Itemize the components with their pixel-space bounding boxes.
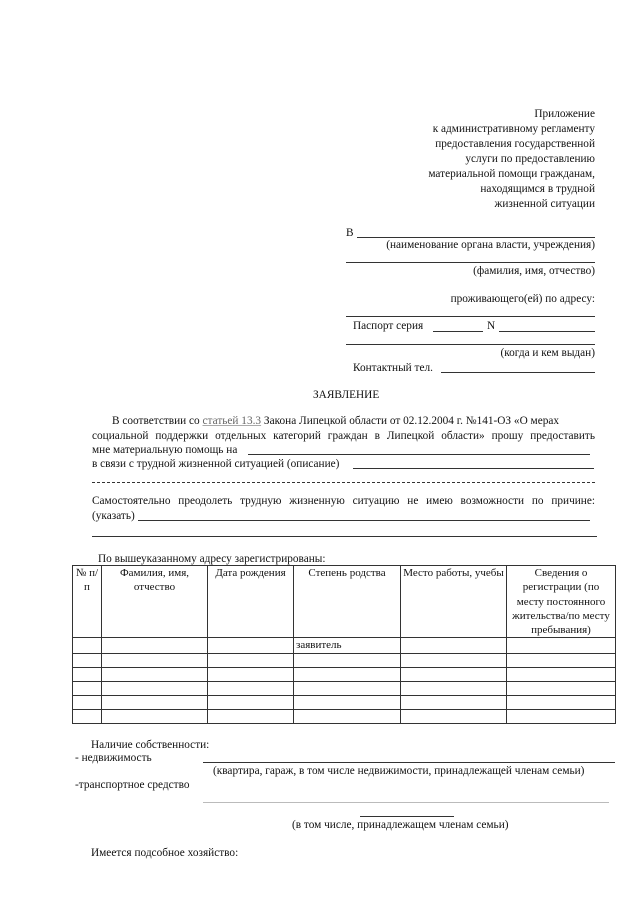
issued-caption: (когда и кем выдан) bbox=[500, 347, 595, 359]
paragraph-2-line-1: Самостоятельно преодолеть трудную жизненную ситуацию не имею возможности по причине: bbox=[92, 495, 595, 507]
passport-series-field[interactable] bbox=[433, 331, 483, 332]
table-cell[interactable] bbox=[102, 709, 208, 723]
col-work-study: Место работы, учебы bbox=[401, 566, 507, 638]
table-cell[interactable] bbox=[507, 695, 616, 709]
registered-label: По вышеуказанному адресу зарегистрированы: bbox=[98, 553, 326, 565]
table-cell[interactable] bbox=[294, 667, 401, 681]
paragraph-1-line-4: в связи с трудной жизненной ситуацией (описание) bbox=[92, 458, 340, 470]
p1-start: В соответствии со bbox=[112, 415, 200, 427]
address-label: проживающего(ей) по адресу: bbox=[450, 293, 595, 305]
table-cell[interactable] bbox=[73, 681, 102, 695]
farm-label: Имеется подсобное хозяйство: bbox=[91, 847, 239, 859]
col-number: № п/п bbox=[73, 566, 102, 638]
vehicle-field-short[interactable] bbox=[360, 816, 454, 817]
document-title: ЗАЯВЛЕНИЕ bbox=[313, 389, 380, 401]
table-header-row bbox=[73, 566, 616, 638]
table-cell[interactable] bbox=[73, 638, 102, 653]
annex-line-6: находящимся в трудной bbox=[480, 183, 595, 195]
table-cell[interactable] bbox=[507, 638, 616, 653]
table-row bbox=[73, 709, 616, 723]
vehicle-label: -транспортное средство bbox=[75, 779, 190, 791]
property-label: Наличие собственности: bbox=[91, 739, 210, 751]
table-cell[interactable] bbox=[102, 667, 208, 681]
table-cell[interactable] bbox=[73, 695, 102, 709]
to-prefix: В bbox=[346, 227, 354, 239]
address-field[interactable] bbox=[346, 316, 595, 317]
table-cell[interactable] bbox=[102, 653, 208, 667]
paragraph-1-line-2: социальной поддержки отдельных категорий граждан в Липецкой области» прошу предоставить bbox=[92, 430, 595, 442]
table-cell[interactable] bbox=[208, 681, 294, 695]
table-cell[interactable] bbox=[294, 653, 401, 667]
table-cell[interactable] bbox=[208, 638, 294, 653]
table-cell[interactable] bbox=[208, 653, 294, 667]
annex-line-7: жизненной ситуации bbox=[494, 198, 595, 210]
law-article-link[interactable]: статьей 13.3 bbox=[202, 415, 262, 427]
annex-line-5: материальной помощи гражданам, bbox=[428, 168, 595, 180]
table-cell[interactable] bbox=[401, 667, 507, 681]
table-cell[interactable] bbox=[73, 667, 102, 681]
table-cell[interactable] bbox=[401, 638, 507, 653]
table-row bbox=[73, 638, 616, 653]
table-cell[interactable] bbox=[401, 681, 507, 695]
paragraph-1-line-1 bbox=[112, 414, 595, 429]
p1-rest: Закона Липецкой области от 02.12.2004 г. №141-ОЗ «О мерах bbox=[263, 415, 560, 427]
passport-number-field[interactable] bbox=[499, 331, 595, 332]
annex-line-1: Приложение bbox=[534, 108, 595, 120]
table-cell[interactable] bbox=[73, 709, 102, 723]
situation-description-field[interactable] bbox=[353, 468, 594, 469]
table-cell[interactable] bbox=[401, 709, 507, 723]
table-cell[interactable] bbox=[294, 695, 401, 709]
org-caption: (наименование органа власти, учреждения) bbox=[386, 239, 595, 251]
table-cell[interactable] bbox=[507, 653, 616, 667]
realty-caption: (квартира, гараж, в том числе недвижимости, принадлежащей членам семьи) bbox=[213, 765, 585, 777]
reason-line-2[interactable] bbox=[92, 536, 597, 537]
table-cell[interactable] bbox=[208, 667, 294, 681]
col-birth-date: Дата рождения bbox=[208, 566, 294, 638]
table-cell[interactable] bbox=[294, 681, 401, 695]
realty-label: - недвижимость bbox=[75, 752, 152, 764]
reason-field[interactable] bbox=[138, 520, 590, 521]
passport-n-label: N bbox=[487, 320, 496, 332]
issued-field[interactable] bbox=[346, 344, 595, 345]
vehicle-caption: (в том числе, принадлежащем членам семьи) bbox=[292, 819, 509, 831]
phone-field[interactable] bbox=[441, 372, 595, 373]
table-cell[interactable] bbox=[102, 638, 208, 653]
registered-persons-table bbox=[72, 565, 616, 724]
table-cell[interactable] bbox=[208, 709, 294, 723]
table-row bbox=[73, 681, 616, 695]
table-cell[interactable]: заявитель bbox=[294, 638, 401, 653]
description-line-2[interactable] bbox=[92, 482, 595, 483]
table-row bbox=[73, 653, 616, 667]
passport-label: Паспорт серия bbox=[353, 320, 424, 332]
table-cell[interactable] bbox=[294, 709, 401, 723]
table-cell[interactable] bbox=[73, 653, 102, 667]
table-cell[interactable] bbox=[507, 681, 616, 695]
table-cell[interactable] bbox=[208, 695, 294, 709]
phone-label: Контактный тел. bbox=[353, 362, 433, 374]
realty-field[interactable] bbox=[203, 762, 615, 763]
annex-line-2: к административному регламенту bbox=[432, 123, 595, 135]
col-fio: Фамилия, имя, отчество bbox=[102, 566, 208, 638]
table-cell[interactable] bbox=[401, 695, 507, 709]
table-row bbox=[73, 667, 616, 681]
assistance-purpose-field[interactable] bbox=[248, 454, 590, 455]
table-cell[interactable] bbox=[102, 695, 208, 709]
annex-line-3: предоставления государственной bbox=[435, 138, 595, 150]
col-relation: Степень родства bbox=[294, 566, 401, 638]
fio-caption: (фамилия, имя, отчество) bbox=[473, 265, 595, 277]
table-row bbox=[73, 695, 616, 709]
fio-field[interactable] bbox=[346, 262, 595, 263]
vehicle-field[interactable] bbox=[203, 802, 609, 803]
annex-line-4: услуги по предоставлению bbox=[465, 153, 595, 165]
table-cell[interactable] bbox=[507, 709, 616, 723]
paragraph-2-line-2: (указать) bbox=[92, 510, 135, 522]
table-cell[interactable] bbox=[102, 681, 208, 695]
paragraph-1-line-3: мне материальную помощь на bbox=[92, 444, 238, 456]
table-cell[interactable] bbox=[507, 667, 616, 681]
col-registration-info: Сведения о регистрации (по месту постоянного жительства/по месту пребывания) bbox=[507, 566, 616, 638]
table-cell[interactable] bbox=[401, 653, 507, 667]
